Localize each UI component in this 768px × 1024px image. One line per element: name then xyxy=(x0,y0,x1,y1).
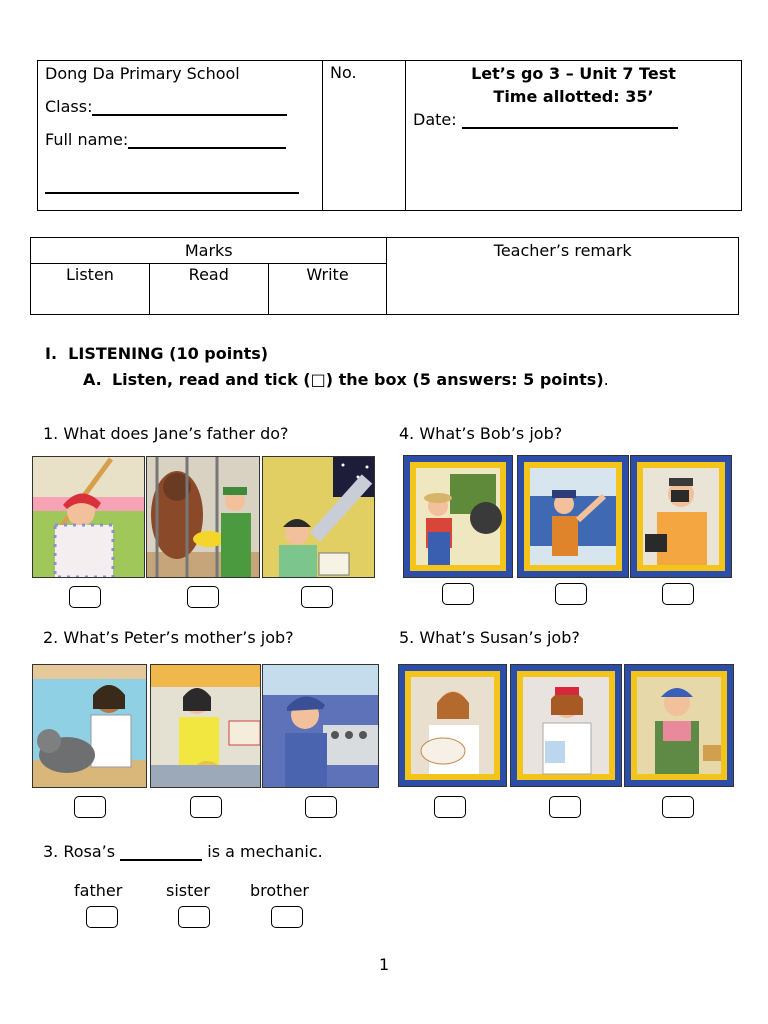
pilot-illustration xyxy=(263,665,378,787)
q3-option-father-checkbox[interactable] xyxy=(86,906,118,928)
header-table xyxy=(37,60,742,211)
test-title: Let’s go 3 – Unit 7 Test xyxy=(471,64,676,83)
nurse-illustration xyxy=(511,665,621,786)
fullname-field-line2[interactable] xyxy=(45,192,299,194)
marks-header: Marks xyxy=(31,238,387,264)
q1-option-1-checkbox[interactable] xyxy=(69,586,101,608)
question-3 xyxy=(43,842,323,861)
q5-option-3-checkbox[interactable] xyxy=(662,796,694,818)
date-field[interactable] xyxy=(462,127,678,129)
listen-score-cell: Listen xyxy=(31,264,150,315)
shop-clerk-illustration xyxy=(151,665,260,787)
q2-option-2-checkbox[interactable] xyxy=(190,796,222,818)
vet-with-dog-illustration xyxy=(399,665,506,786)
farmer-picture xyxy=(403,455,513,578)
shop-clerk-picture xyxy=(150,664,261,788)
school-name: Dong Da Primary School xyxy=(45,64,240,83)
question-4: 4. What’s Bob’s job? xyxy=(399,424,563,443)
section-heading xyxy=(45,344,268,363)
q3-option-father: father xyxy=(74,881,123,900)
number-label: No. xyxy=(330,63,357,82)
fullname-label: Full name: xyxy=(45,130,129,149)
class-label: Class: xyxy=(45,97,93,116)
q5-option-1-checkbox[interactable] xyxy=(434,796,466,818)
question-1: 1. What does Jane’s father do? xyxy=(43,424,289,443)
vet-illustration xyxy=(33,665,146,787)
read-score-cell: Read xyxy=(149,264,268,315)
train-conductor-illustration xyxy=(518,456,628,577)
vet-picture xyxy=(32,664,147,788)
write-score-cell: Write xyxy=(268,264,387,315)
mechanic-illustration xyxy=(625,665,733,786)
instruction-text: Listen, read and tick (□) the box (5 answers: 5 points) xyxy=(111,370,604,389)
question-2: 2. What’s Peter’s mother’s job? xyxy=(43,628,294,647)
q2-option-3-checkbox[interactable] xyxy=(305,796,337,818)
mechanic-picture xyxy=(624,664,734,787)
q3-option-sister: sister xyxy=(166,881,210,900)
question-3-blank xyxy=(120,859,202,861)
page-number: 1 xyxy=(379,955,390,974)
q1-option-3-checkbox[interactable] xyxy=(301,586,333,608)
part-instruction xyxy=(83,370,609,389)
student-info-cell xyxy=(38,61,323,211)
q3-option-brother: brother xyxy=(250,881,310,900)
nurse-picture xyxy=(510,664,622,787)
zookeeper-picture xyxy=(146,456,260,578)
astronomer-picture xyxy=(262,456,375,578)
baseball-player-picture xyxy=(32,456,145,578)
photographer-picture xyxy=(630,455,732,578)
q3-option-brother-checkbox[interactable] xyxy=(271,906,303,928)
section-number: I. xyxy=(45,344,58,363)
vet-with-dog-picture xyxy=(398,664,507,787)
part-letter: A. xyxy=(83,370,102,389)
class-field[interactable] xyxy=(92,114,287,116)
q4-option-3-checkbox[interactable] xyxy=(662,583,694,605)
astronomer-illustration xyxy=(263,457,374,577)
q2-option-1-checkbox[interactable] xyxy=(74,796,106,818)
q1-option-2-checkbox[interactable] xyxy=(187,586,219,608)
q5-option-2-checkbox[interactable] xyxy=(549,796,581,818)
q4-option-2-checkbox[interactable] xyxy=(555,583,587,605)
test-info-cell xyxy=(406,61,742,211)
question-3-suffix: is a mechanic. xyxy=(207,842,323,861)
q3-option-sister-checkbox[interactable] xyxy=(178,906,210,928)
date-label: Date: xyxy=(413,110,457,129)
section-title: LISTENING (10 points) xyxy=(68,344,269,363)
photographer-illustration xyxy=(631,456,731,577)
instruction-end: . xyxy=(603,370,609,389)
baseball-player-illustration xyxy=(33,457,144,577)
q4-option-1-checkbox[interactable] xyxy=(442,583,474,605)
teacher-remark-header: Teacher’s remark xyxy=(387,238,739,315)
pilot-picture xyxy=(262,664,379,788)
farmer-illustration xyxy=(404,456,512,577)
number-cell xyxy=(323,61,406,211)
zookeeper-illustration xyxy=(147,457,259,577)
fullname-field[interactable] xyxy=(128,147,286,149)
question-3-prefix: 3. Rosa’s xyxy=(43,842,116,861)
question-5: 5. What’s Susan’s job? xyxy=(399,628,580,647)
time-allotted: Time allotted: 35’ xyxy=(493,87,654,106)
marks-table xyxy=(30,237,739,315)
train-conductor-picture xyxy=(517,455,629,578)
